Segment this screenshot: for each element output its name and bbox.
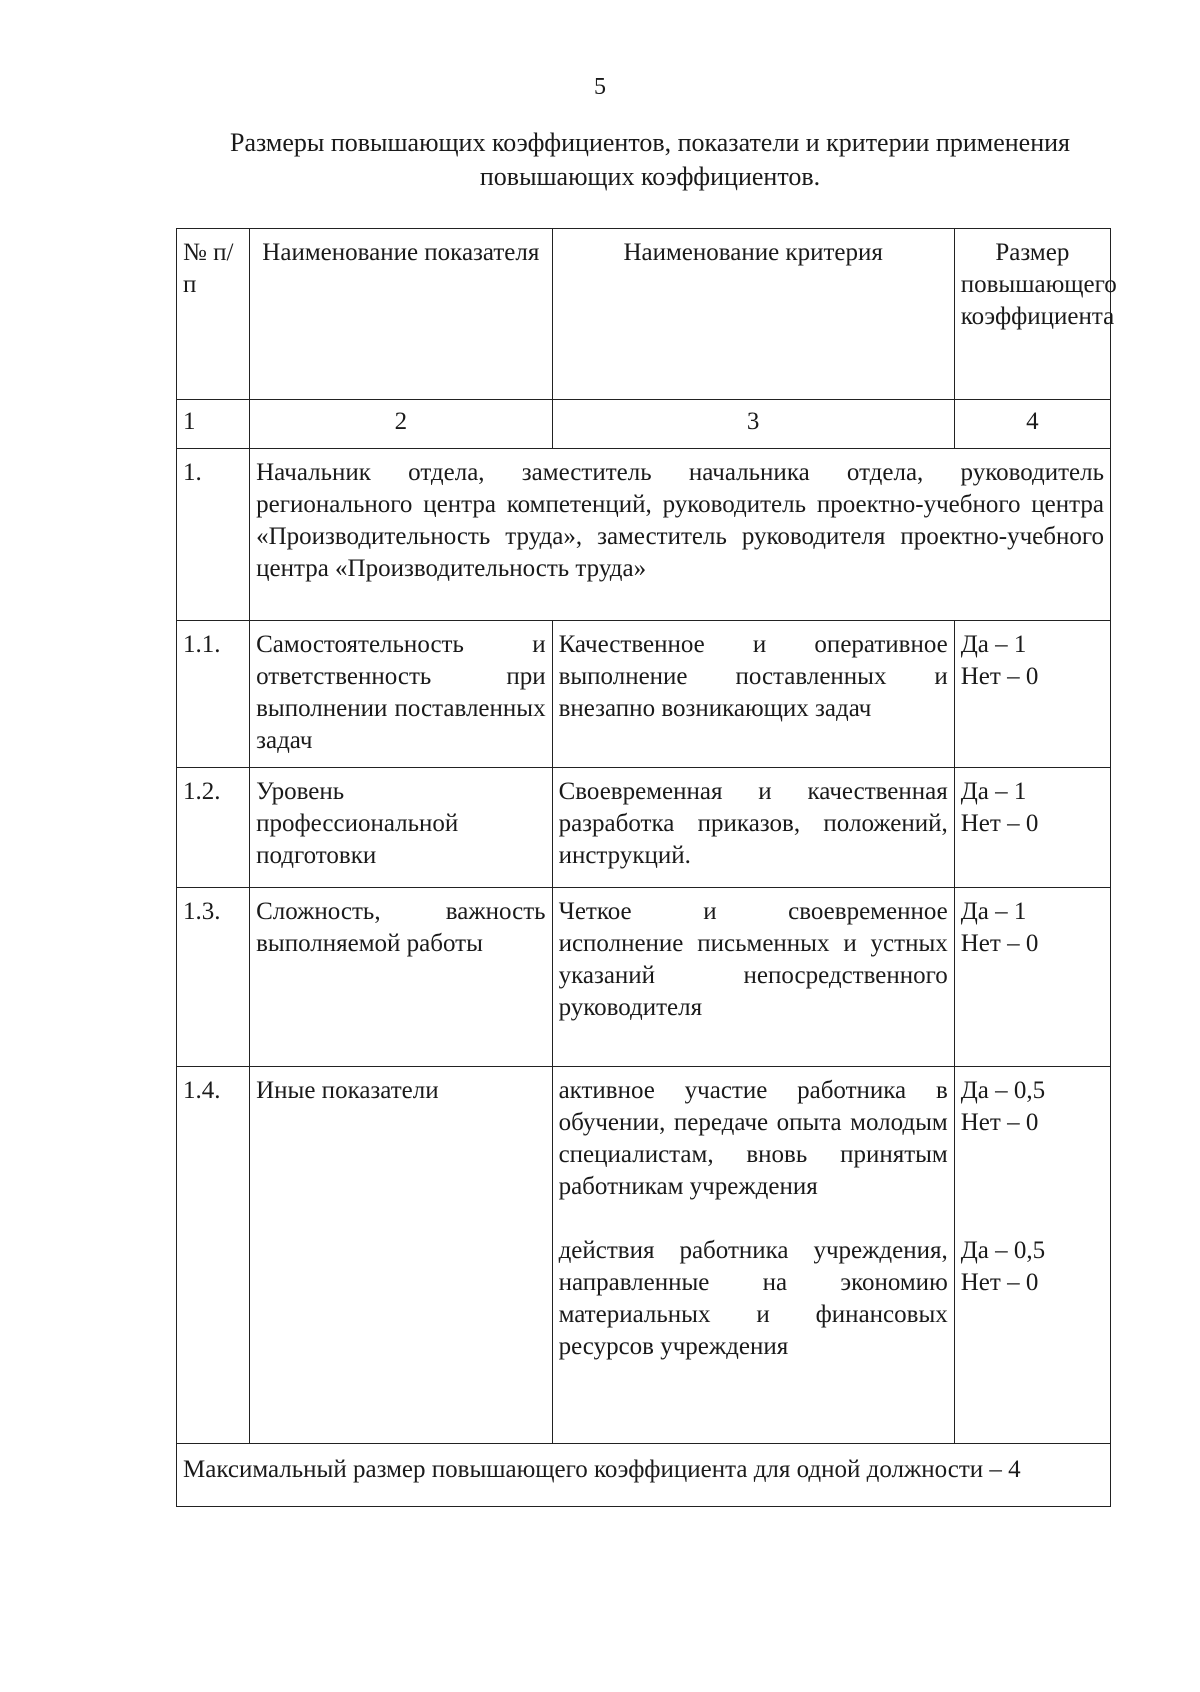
coefficient-yes: Да – 0,5 (960, 1077, 1046, 1104)
header-criteria: Наименование критерия (552, 229, 954, 400)
section-number: 1. (177, 449, 250, 621)
header-number: № п/п (177, 229, 250, 400)
table-row (177, 1067, 1111, 1444)
criteria-cell (552, 1067, 954, 1444)
column-number-row (177, 400, 1111, 449)
table-row (177, 768, 1111, 888)
coefficient-no: Нет – 0 (960, 810, 1039, 837)
header-coefficient: Размер повышающего коэффициента (954, 229, 1110, 400)
row-number: 1.3. (177, 888, 250, 1067)
coefficient-yes: Да – 1 (960, 778, 1027, 805)
table-header-row (177, 229, 1111, 400)
criteria-text: Качественное и оперативное выполнение поставленных и внезапно возникающих задач (552, 621, 954, 768)
document-title-line-2: повышающих коэффициентов. (479, 162, 821, 191)
coefficient-yes: Да – 1 (960, 898, 1027, 925)
indicator-name: Иные показатели (250, 1067, 552, 1444)
indicator-name: Сложность, важность выполняемой работы (250, 888, 552, 1067)
coefficient-no: Нет – 0 (960, 930, 1039, 957)
column-number-3: 3 (552, 400, 954, 449)
criteria-text: Четкое и своевременное исполнение письменных и устных указаний непосредственного руководителя (552, 888, 954, 1067)
page-number: 5 (594, 74, 606, 100)
row-number: 1.2. (177, 768, 250, 888)
row-number: 1.4. (177, 1067, 250, 1444)
coefficient-no: Нет – 0 (960, 1269, 1039, 1296)
table-footer-row (177, 1444, 1111, 1507)
table-row (177, 621, 1111, 768)
indicator-name: Самостоятельность и ответственность при выполнении поставленных задач (250, 621, 552, 768)
coefficient-cell (954, 621, 1110, 768)
coefficient-cell (954, 1067, 1110, 1444)
header-indicator: Наименование показателя (250, 229, 552, 400)
document-title (180, 126, 1120, 194)
coefficient-yes: Да – 0,5 (960, 1237, 1046, 1264)
document-title-line-1: Размеры повышающих коэффициентов, показатели и критерии применения (230, 128, 1070, 157)
coefficient-cell (954, 888, 1110, 1067)
coefficient-yes: Да – 1 (960, 631, 1027, 658)
coefficients-table (176, 228, 1117, 1507)
max-coefficient-note: Максимальный размер повышающего коэффициента для одной должности – 4 (177, 1444, 1111, 1507)
criteria-text: Своевременная и качественная разработка приказов, положений, инструкций. (552, 768, 954, 888)
column-number-1: 1 (177, 400, 250, 449)
section-title: Начальник отдела, заместитель начальника отдела, руководитель регионального центра компетенций, руководитель проектно-учебного центра «Производительность труда», заместитель руководителя проектно-учебного центра «Производительность труда» (250, 449, 1111, 621)
coefficient-no: Нет – 0 (960, 1109, 1039, 1136)
table-row (177, 888, 1111, 1067)
column-number-2: 2 (250, 400, 552, 449)
section-row (177, 449, 1111, 621)
indicator-name: Уровень профессиональной подготовки (250, 768, 552, 888)
row-number: 1.1. (177, 621, 250, 768)
coefficient-cell (954, 768, 1110, 888)
criteria-text: действия работника учреждения, направленные на экономию материальных и финансовых ресурсов учреждения (558, 1237, 948, 1360)
coefficient-no: Нет – 0 (960, 663, 1039, 690)
criteria-text: активное участие работника в обучении, передаче опыта молодым специалистам, вновь принятым работникам учреждения (558, 1077, 948, 1200)
column-number-4: 4 (954, 400, 1110, 449)
